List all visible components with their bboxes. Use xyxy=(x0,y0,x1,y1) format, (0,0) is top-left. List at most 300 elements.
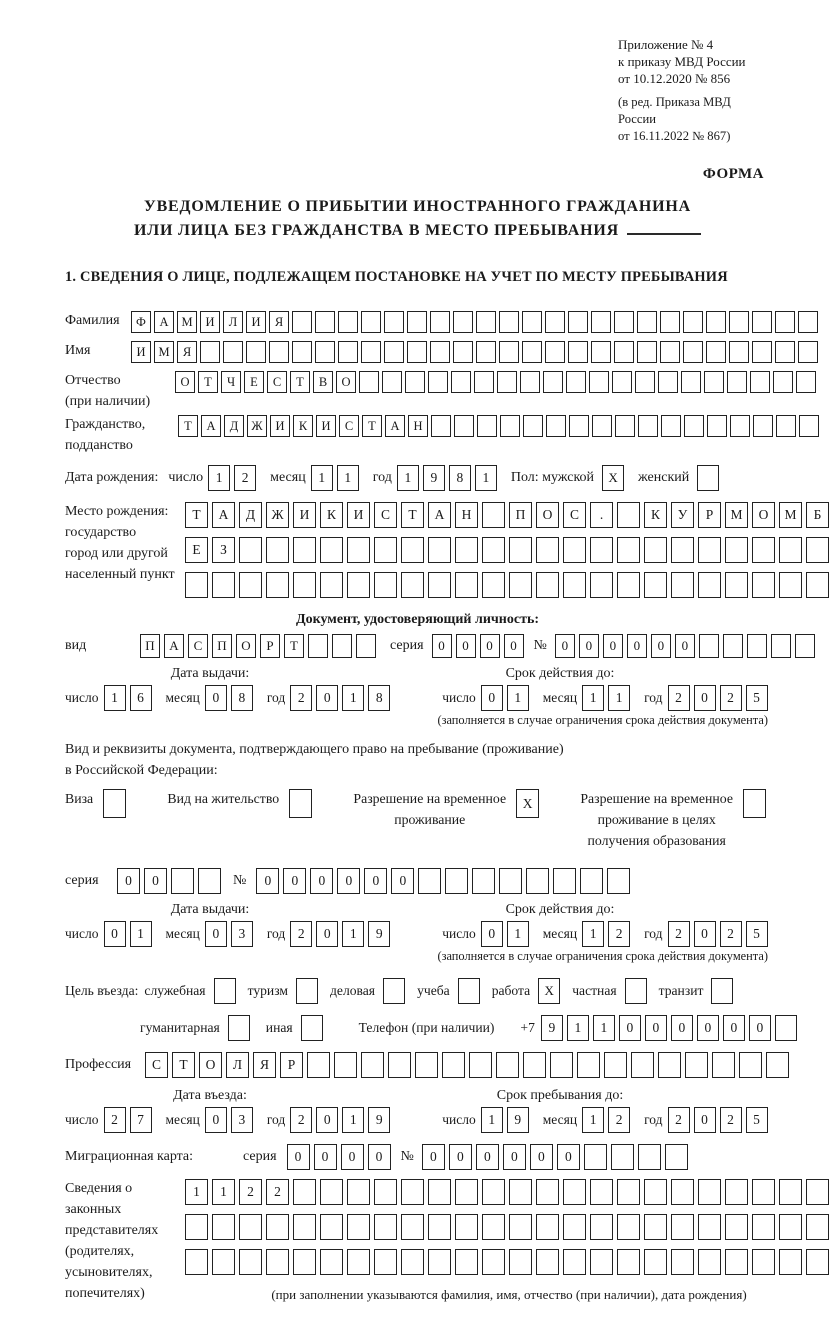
char-box[interactable]: Л xyxy=(223,311,243,333)
char-box[interactable] xyxy=(617,1179,640,1205)
char-box[interactable]: 1 xyxy=(212,1179,235,1205)
char-box[interactable] xyxy=(418,868,441,894)
char-box[interactable] xyxy=(455,1249,478,1275)
char-box[interactable]: 0 xyxy=(557,1144,580,1170)
char-box[interactable] xyxy=(536,572,559,598)
char-box[interactable]: 3 xyxy=(231,921,253,947)
char-box[interactable] xyxy=(775,341,795,363)
purpose-official-checkbox[interactable] xyxy=(214,978,236,1004)
char-box[interactable] xyxy=(563,537,586,563)
char-box[interactable]: 2 xyxy=(234,465,256,491)
char-box[interactable] xyxy=(509,1249,532,1275)
char-box[interactable] xyxy=(415,1052,438,1078)
char-box[interactable] xyxy=(591,311,611,333)
char-box[interactable] xyxy=(474,371,494,393)
char-box[interactable] xyxy=(430,311,450,333)
char-box[interactable]: П xyxy=(509,502,532,528)
char-box[interactable]: У xyxy=(671,502,694,528)
char-box[interactable]: 1 xyxy=(593,1015,615,1041)
char-box[interactable] xyxy=(806,1214,829,1240)
char-box[interactable]: 5 xyxy=(746,921,768,947)
char-box[interactable] xyxy=(806,537,829,563)
char-box[interactable] xyxy=(779,1249,802,1275)
char-box[interactable] xyxy=(266,1249,289,1275)
char-box[interactable]: Т xyxy=(185,502,208,528)
char-box[interactable] xyxy=(496,1052,519,1078)
char-box[interactable]: О xyxy=(752,502,775,528)
char-box[interactable] xyxy=(543,371,563,393)
char-box[interactable]: 1 xyxy=(481,1107,503,1133)
char-box[interactable]: 1 xyxy=(311,465,333,491)
char-box[interactable] xyxy=(320,1179,343,1205)
char-box[interactable] xyxy=(374,537,397,563)
char-box[interactable] xyxy=(638,415,658,437)
char-box[interactable] xyxy=(347,572,370,598)
char-box[interactable]: 0 xyxy=(117,868,140,894)
char-box[interactable] xyxy=(592,415,612,437)
char-box[interactable] xyxy=(563,1179,586,1205)
char-box[interactable]: Ф xyxy=(131,311,151,333)
char-box[interactable]: Д xyxy=(224,415,244,437)
char-box[interactable] xyxy=(536,1214,559,1240)
char-box[interactable] xyxy=(536,537,559,563)
char-box[interactable]: 1 xyxy=(342,1107,364,1133)
char-box[interactable]: М xyxy=(154,341,174,363)
char-box[interactable]: М xyxy=(725,502,748,528)
char-box[interactable]: 1 xyxy=(582,1107,604,1133)
char-box[interactable]: 1 xyxy=(397,465,419,491)
char-box[interactable] xyxy=(699,634,719,658)
char-box[interactable] xyxy=(698,1249,721,1275)
char-box[interactable] xyxy=(338,341,358,363)
char-box[interactable]: Т xyxy=(198,371,218,393)
char-box[interactable] xyxy=(239,1214,262,1240)
char-box[interactable] xyxy=(451,371,471,393)
char-box[interactable] xyxy=(500,415,520,437)
char-box[interactable] xyxy=(497,371,517,393)
char-box[interactable] xyxy=(482,1179,505,1205)
char-box[interactable]: 0 xyxy=(287,1144,310,1170)
char-box[interactable] xyxy=(658,1052,681,1078)
char-box[interactable]: 0 xyxy=(694,1107,716,1133)
char-box[interactable] xyxy=(671,537,694,563)
char-box[interactable] xyxy=(477,415,497,437)
char-box[interactable] xyxy=(611,1144,634,1170)
char-box[interactable] xyxy=(771,634,791,658)
char-box[interactable] xyxy=(704,371,724,393)
char-box[interactable] xyxy=(661,415,681,437)
char-box[interactable] xyxy=(607,868,630,894)
char-box[interactable]: 0 xyxy=(749,1015,771,1041)
char-box[interactable] xyxy=(706,311,726,333)
char-box[interactable]: Т xyxy=(284,634,304,658)
char-box[interactable] xyxy=(796,371,816,393)
char-box[interactable]: И xyxy=(347,502,370,528)
char-box[interactable] xyxy=(293,1179,316,1205)
char-box[interactable]: Т xyxy=(401,502,424,528)
char-box[interactable] xyxy=(428,1179,451,1205)
char-box[interactable]: О xyxy=(236,634,256,658)
char-box[interactable] xyxy=(806,572,829,598)
char-box[interactable] xyxy=(753,415,773,437)
char-box[interactable] xyxy=(499,868,522,894)
char-box[interactable] xyxy=(681,371,701,393)
char-box[interactable] xyxy=(266,537,289,563)
char-box[interactable] xyxy=(590,1249,613,1275)
char-box[interactable]: 8 xyxy=(231,685,253,711)
char-box[interactable] xyxy=(725,1214,748,1240)
char-box[interactable]: Т xyxy=(362,415,382,437)
char-box[interactable]: 9 xyxy=(368,921,390,947)
char-box[interactable]: 0 xyxy=(694,921,716,947)
char-box[interactable]: 8 xyxy=(449,465,471,491)
char-box[interactable]: Р xyxy=(260,634,280,658)
char-box[interactable] xyxy=(584,1144,607,1170)
char-box[interactable] xyxy=(589,371,609,393)
char-box[interactable] xyxy=(401,1214,424,1240)
char-box[interactable]: 9 xyxy=(423,465,445,491)
char-box[interactable] xyxy=(347,537,370,563)
char-box[interactable]: О xyxy=(175,371,195,393)
char-box[interactable] xyxy=(455,1214,478,1240)
purpose-work-checkbox[interactable]: X xyxy=(538,978,560,1004)
char-box[interactable] xyxy=(685,1052,708,1078)
char-box[interactable]: 0 xyxy=(530,1144,553,1170)
char-box[interactable] xyxy=(382,371,402,393)
char-box[interactable]: 0 xyxy=(723,1015,745,1041)
char-box[interactable] xyxy=(563,1249,586,1275)
char-box[interactable]: 2 xyxy=(668,1107,690,1133)
char-box[interactable] xyxy=(683,341,703,363)
char-box[interactable] xyxy=(660,341,680,363)
char-box[interactable] xyxy=(347,1249,370,1275)
char-box[interactable] xyxy=(698,572,721,598)
char-box[interactable] xyxy=(553,868,576,894)
char-box[interactable]: 8 xyxy=(368,685,390,711)
char-box[interactable]: 2 xyxy=(608,1107,630,1133)
char-box[interactable]: 3 xyxy=(231,1107,253,1133)
char-box[interactable]: 1 xyxy=(185,1179,208,1205)
char-box[interactable] xyxy=(185,572,208,598)
char-box[interactable] xyxy=(476,341,496,363)
char-box[interactable] xyxy=(637,311,657,333)
char-box[interactable]: Н xyxy=(455,502,478,528)
char-box[interactable]: 0 xyxy=(504,634,524,658)
char-box[interactable]: 1 xyxy=(507,685,529,711)
char-box[interactable]: 1 xyxy=(582,685,604,711)
char-box[interactable]: 0 xyxy=(368,1144,391,1170)
char-box[interactable]: 0 xyxy=(694,685,716,711)
char-box[interactable]: С xyxy=(339,415,359,437)
char-box[interactable]: 0 xyxy=(456,634,476,658)
char-box[interactable] xyxy=(591,341,611,363)
char-box[interactable] xyxy=(445,868,468,894)
char-box[interactable]: 2 xyxy=(720,1107,742,1133)
char-box[interactable]: Д xyxy=(239,502,262,528)
char-box[interactable] xyxy=(482,1214,505,1240)
char-box[interactable] xyxy=(684,415,704,437)
char-box[interactable] xyxy=(356,634,376,658)
char-box[interactable]: 0 xyxy=(603,634,623,658)
char-box[interactable]: Т xyxy=(178,415,198,437)
char-box[interactable] xyxy=(725,1249,748,1275)
char-box[interactable]: А xyxy=(212,502,235,528)
char-box[interactable] xyxy=(455,1179,478,1205)
char-box[interactable] xyxy=(725,537,748,563)
char-box[interactable] xyxy=(698,1179,721,1205)
char-box[interactable] xyxy=(631,1052,654,1078)
char-box[interactable]: Е xyxy=(185,537,208,563)
char-box[interactable] xyxy=(442,1052,465,1078)
char-box[interactable]: 2 xyxy=(266,1179,289,1205)
char-box[interactable]: 0 xyxy=(619,1015,641,1041)
char-box[interactable]: П xyxy=(140,634,160,658)
char-box[interactable]: 0 xyxy=(391,868,414,894)
char-box[interactable]: 0 xyxy=(144,868,167,894)
char-box[interactable]: О xyxy=(536,502,559,528)
char-box[interactable]: 0 xyxy=(671,1015,693,1041)
char-box[interactable]: 0 xyxy=(481,685,503,711)
char-box[interactable]: П xyxy=(212,634,232,658)
char-box[interactable]: Я xyxy=(253,1052,276,1078)
char-box[interactable] xyxy=(752,572,775,598)
char-box[interactable] xyxy=(566,371,586,393)
char-box[interactable] xyxy=(779,1214,802,1240)
char-box[interactable]: Р xyxy=(698,502,721,528)
char-box[interactable]: Т xyxy=(172,1052,195,1078)
char-box[interactable] xyxy=(374,572,397,598)
char-box[interactable] xyxy=(455,572,478,598)
char-box[interactable]: О xyxy=(199,1052,222,1078)
char-box[interactable] xyxy=(617,537,640,563)
char-box[interactable] xyxy=(590,1179,613,1205)
char-box[interactable] xyxy=(293,572,316,598)
char-box[interactable]: 1 xyxy=(507,921,529,947)
char-box[interactable] xyxy=(590,1214,613,1240)
char-box[interactable] xyxy=(239,1249,262,1275)
char-box[interactable] xyxy=(706,341,726,363)
char-box[interactable]: Е xyxy=(244,371,264,393)
char-box[interactable] xyxy=(428,572,451,598)
char-box[interactable]: С xyxy=(563,502,586,528)
purpose-humanitarian-checkbox[interactable] xyxy=(228,1015,250,1041)
char-box[interactable]: Л xyxy=(226,1052,249,1078)
char-box[interactable] xyxy=(752,537,775,563)
char-box[interactable]: Б xyxy=(806,502,829,528)
char-box[interactable] xyxy=(315,341,335,363)
char-box[interactable]: А xyxy=(201,415,221,437)
char-box[interactable] xyxy=(612,371,632,393)
char-box[interactable] xyxy=(723,634,743,658)
char-box[interactable]: 0 xyxy=(697,1015,719,1041)
char-box[interactable]: М xyxy=(177,311,197,333)
char-box[interactable]: 6 xyxy=(130,685,152,711)
char-box[interactable]: 0 xyxy=(337,868,360,894)
char-box[interactable]: А xyxy=(154,311,174,333)
char-box[interactable] xyxy=(635,371,655,393)
char-box[interactable] xyxy=(660,311,680,333)
char-box[interactable]: 0 xyxy=(645,1015,667,1041)
char-box[interactable] xyxy=(644,1179,667,1205)
char-box[interactable] xyxy=(198,868,221,894)
male-checkbox[interactable]: X xyxy=(602,465,624,491)
char-box[interactable] xyxy=(799,415,819,437)
char-box[interactable]: 2 xyxy=(608,921,630,947)
char-box[interactable] xyxy=(550,1052,573,1078)
char-box[interactable] xyxy=(482,1249,505,1275)
char-box[interactable] xyxy=(453,341,473,363)
char-box[interactable] xyxy=(568,311,588,333)
char-box[interactable] xyxy=(577,1052,600,1078)
char-box[interactable]: М xyxy=(779,502,802,528)
char-box[interactable] xyxy=(374,1249,397,1275)
char-box[interactable] xyxy=(725,1179,748,1205)
char-box[interactable]: 0 xyxy=(503,1144,526,1170)
char-box[interactable] xyxy=(569,415,589,437)
char-box[interactable] xyxy=(590,537,613,563)
char-box[interactable] xyxy=(482,572,505,598)
char-box[interactable] xyxy=(212,572,235,598)
char-box[interactable] xyxy=(200,341,220,363)
char-box[interactable] xyxy=(401,572,424,598)
char-box[interactable] xyxy=(266,572,289,598)
char-box[interactable] xyxy=(779,537,802,563)
char-box[interactable] xyxy=(617,1214,640,1240)
char-box[interactable] xyxy=(752,341,772,363)
char-box[interactable] xyxy=(671,1179,694,1205)
char-box[interactable] xyxy=(212,1249,235,1275)
char-box[interactable] xyxy=(522,341,542,363)
char-box[interactable] xyxy=(526,868,549,894)
char-box[interactable]: 1 xyxy=(342,685,364,711)
char-box[interactable]: С xyxy=(145,1052,168,1078)
char-box[interactable]: К xyxy=(320,502,343,528)
char-box[interactable]: О xyxy=(336,371,356,393)
char-box[interactable]: 2 xyxy=(290,685,312,711)
char-box[interactable]: 0 xyxy=(316,685,338,711)
char-box[interactable] xyxy=(401,537,424,563)
char-box[interactable] xyxy=(806,1179,829,1205)
char-box[interactable]: 1 xyxy=(567,1015,589,1041)
char-box[interactable] xyxy=(374,1179,397,1205)
char-box[interactable] xyxy=(374,1214,397,1240)
char-box[interactable] xyxy=(536,1249,559,1275)
char-box[interactable]: З xyxy=(212,537,235,563)
char-box[interactable]: 0 xyxy=(205,921,227,947)
char-box[interactable] xyxy=(698,1214,721,1240)
char-box[interactable] xyxy=(725,572,748,598)
char-box[interactable]: 0 xyxy=(476,1144,499,1170)
char-box[interactable] xyxy=(563,572,586,598)
char-box[interactable]: 5 xyxy=(746,685,768,711)
char-box[interactable]: 0 xyxy=(432,634,452,658)
char-box[interactable]: Я xyxy=(269,311,289,333)
char-box[interactable] xyxy=(775,1015,797,1041)
char-box[interactable] xyxy=(472,868,495,894)
char-box[interactable] xyxy=(223,341,243,363)
char-box[interactable]: 9 xyxy=(541,1015,563,1041)
char-box[interactable] xyxy=(536,1179,559,1205)
char-box[interactable]: В xyxy=(313,371,333,393)
char-box[interactable] xyxy=(320,1249,343,1275)
char-box[interactable] xyxy=(806,1249,829,1275)
char-box[interactable] xyxy=(779,572,802,598)
char-box[interactable] xyxy=(752,1179,775,1205)
char-box[interactable]: К xyxy=(644,502,667,528)
char-box[interactable] xyxy=(320,537,343,563)
char-box[interactable]: . xyxy=(590,502,613,528)
char-box[interactable]: 2 xyxy=(239,1179,262,1205)
char-box[interactable]: 2 xyxy=(290,1107,312,1133)
char-box[interactable]: С xyxy=(267,371,287,393)
char-box[interactable]: 0 xyxy=(256,868,279,894)
char-box[interactable]: 7 xyxy=(130,1107,152,1133)
char-box[interactable] xyxy=(407,341,427,363)
char-box[interactable] xyxy=(347,1214,370,1240)
char-box[interactable] xyxy=(293,537,316,563)
char-box[interactable] xyxy=(509,1179,532,1205)
female-checkbox[interactable] xyxy=(697,465,719,491)
char-box[interactable] xyxy=(776,415,796,437)
char-box[interactable] xyxy=(454,415,474,437)
char-box[interactable] xyxy=(658,371,678,393)
visa-checkbox[interactable] xyxy=(103,789,126,818)
char-box[interactable] xyxy=(185,1214,208,1240)
char-box[interactable]: 0 xyxy=(341,1144,364,1170)
char-box[interactable] xyxy=(453,311,473,333)
char-box[interactable] xyxy=(644,1214,667,1240)
char-box[interactable] xyxy=(614,341,634,363)
char-box[interactable] xyxy=(644,537,667,563)
char-box[interactable]: 0 xyxy=(314,1144,337,1170)
char-box[interactable] xyxy=(338,311,358,333)
char-box[interactable] xyxy=(665,1144,688,1170)
char-box[interactable] xyxy=(239,572,262,598)
char-box[interactable]: 0 xyxy=(364,868,387,894)
char-box[interactable] xyxy=(292,311,312,333)
char-box[interactable] xyxy=(730,415,750,437)
char-box[interactable] xyxy=(617,572,640,598)
char-box[interactable] xyxy=(308,634,328,658)
char-box[interactable]: Ж xyxy=(266,502,289,528)
char-box[interactable] xyxy=(482,537,505,563)
char-box[interactable] xyxy=(644,1249,667,1275)
char-box[interactable] xyxy=(509,1214,532,1240)
char-box[interactable]: 1 xyxy=(582,921,604,947)
char-box[interactable]: 0 xyxy=(675,634,695,658)
char-box[interactable]: 0 xyxy=(205,685,227,711)
char-box[interactable]: 2 xyxy=(290,921,312,947)
char-box[interactable]: 9 xyxy=(507,1107,529,1133)
char-box[interactable] xyxy=(779,1179,802,1205)
char-box[interactable]: 0 xyxy=(310,868,333,894)
char-box[interactable] xyxy=(752,1249,775,1275)
char-box[interactable] xyxy=(638,1144,661,1170)
purpose-tourism-checkbox[interactable] xyxy=(296,978,318,1004)
char-box[interactable]: 0 xyxy=(316,921,338,947)
char-box[interactable]: А xyxy=(164,634,184,658)
char-box[interactable] xyxy=(171,868,194,894)
char-box[interactable] xyxy=(580,868,603,894)
char-box[interactable] xyxy=(523,415,543,437)
char-box[interactable] xyxy=(428,1214,451,1240)
char-box[interactable] xyxy=(752,311,772,333)
purpose-other-checkbox[interactable] xyxy=(301,1015,323,1041)
char-box[interactable]: 1 xyxy=(130,921,152,947)
char-box[interactable]: 0 xyxy=(205,1107,227,1133)
char-box[interactable]: Р xyxy=(280,1052,303,1078)
char-box[interactable] xyxy=(361,341,381,363)
